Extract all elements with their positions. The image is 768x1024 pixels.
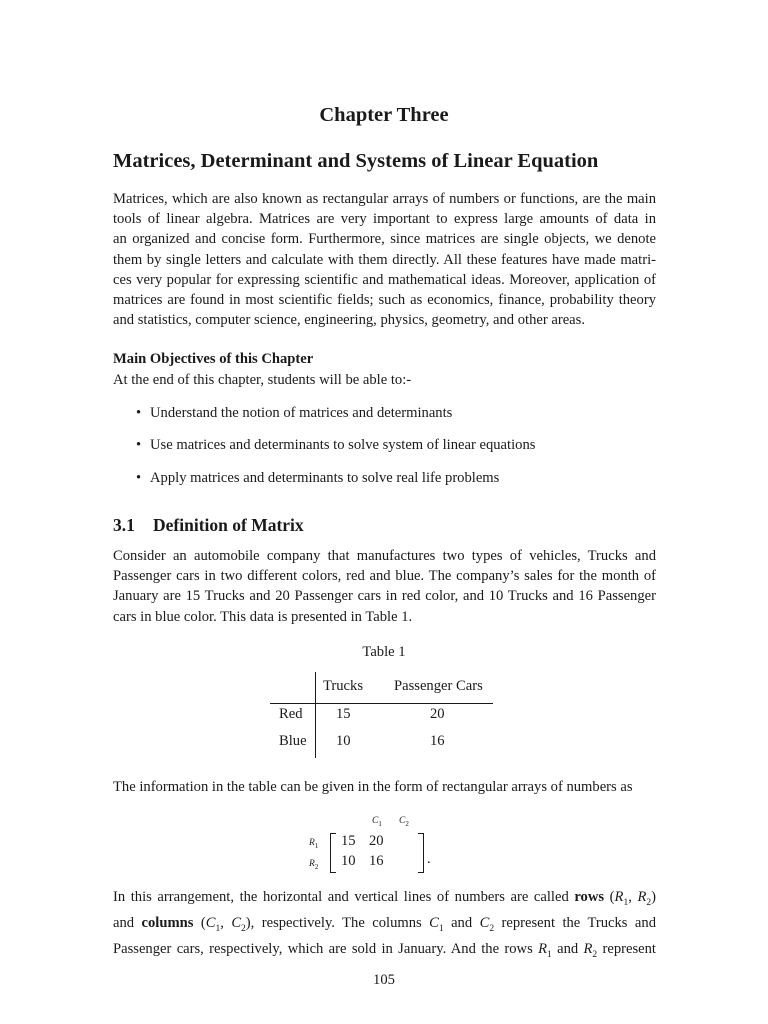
- matrix-right-bracket: [418, 833, 424, 873]
- math-var: $R_1$: [538, 941, 552, 961]
- page-number: 105: [373, 972, 395, 988]
- chapter-title: Matrices, Determinant and Systems of Linear Equation: [113, 150, 599, 172]
- math-var: $C_2$: [231, 915, 246, 935]
- text-run: (: [604, 889, 615, 905]
- intro-line: Matrices, which are also known as rectangular arrays of numbers or functions, are the main: [113, 191, 656, 207]
- table-cell: 16: [430, 733, 445, 749]
- rect-array-sentence: The information in the table can be given in the form of rectangular arrays of numbers as: [113, 779, 633, 795]
- table-cell: 20: [430, 706, 445, 722]
- sales-table: [270, 672, 493, 760]
- math-var: $R_2$: [637, 889, 652, 908]
- section-line: January are 15 Trucks and 20 Passenger cars in red color, and 10 Trucks and 16 Passenger: [113, 588, 656, 605]
- table-horizontal-rule: [270, 703, 493, 704]
- objective-text: Apply matrices and determinants to solve real life problems: [150, 470, 500, 486]
- chapter-label: Chapter Three: [319, 104, 449, 126]
- table-row-label: Blue: [279, 733, 307, 749]
- text-run: ,: [220, 915, 232, 932]
- math-var: $C_1$: [429, 915, 444, 935]
- text-run: In this arrangement, the horizontal and vertical lines of numbers are called: [113, 889, 575, 905]
- intro-line: them by single letters and calculate with them directly. All these features have made matri-: [113, 251, 656, 268]
- intro-line: matrices are found in most scientific fields; such as economics, finance, probability theory: [113, 292, 656, 309]
- objective-text: Use matrices and determinants to solve system of linear equations: [150, 437, 536, 453]
- matrix-entry: 20: [369, 833, 384, 849]
- table-col-header: Trucks: [323, 678, 364, 694]
- objectives-heading: Main Objectives of this Chapter: [113, 351, 314, 367]
- text-run: represent the Trucks and: [494, 915, 656, 932]
- intro-line: and statistics, computer science, engineering, physics, geometry, and other areas.: [113, 312, 585, 329]
- table-vertical-rule: [315, 672, 316, 758]
- objectives-intro: At the end of this chapter, students will be able to:-: [113, 372, 412, 388]
- matrix-entry: 15: [341, 833, 356, 849]
- closing-line: [113, 887, 656, 913]
- table-col-header: Passenger Cars: [394, 678, 483, 694]
- objective-text: Understand the notion of matrices and determinants: [150, 405, 453, 421]
- closing-line: [113, 939, 656, 965]
- section-number: 3.1: [113, 515, 135, 535]
- table-cell: 10: [336, 733, 351, 749]
- section-heading: [113, 515, 304, 536]
- section-line: Passenger cars in two different colors, red and blue. The company’s sales for the month of: [113, 568, 656, 585]
- text-run: (: [193, 915, 206, 932]
- matrix-col-label: $C_1$: [372, 816, 382, 828]
- matrix-entry: 10: [341, 853, 356, 869]
- objective-item: [136, 470, 499, 487]
- matrix-col-label: $C_2$: [399, 816, 409, 828]
- math-var: $R_1$: [614, 889, 629, 908]
- text-run: ), respectively. The columns: [245, 915, 430, 932]
- sales-matrix: [309, 812, 440, 874]
- table-cell: 15: [336, 706, 351, 722]
- section-title: Definition of Matrix: [153, 515, 304, 535]
- closing-paragraph: [113, 887, 656, 965]
- math-var: $C_1$: [205, 915, 221, 935]
- table-row-label: Red: [279, 706, 303, 722]
- math-var: $C_2$: [479, 915, 495, 935]
- text-run: Passenger cars, respectively, which are sold in January. And the rows: [113, 941, 539, 958]
- section-line: cars in blue color. This data is presented in Table 1.: [113, 608, 413, 625]
- matrix-period: .: [427, 851, 431, 867]
- bullet-icon: •: [136, 405, 142, 421]
- text-run: represent: [597, 941, 656, 958]
- objective-item: [136, 405, 452, 422]
- intro-paragraph: [113, 189, 656, 330]
- section-paragraph: [113, 546, 656, 627]
- table-caption: Table 1: [362, 644, 406, 660]
- objective-item: [136, 437, 535, 454]
- matrix-row-label: $R_2$: [309, 859, 319, 871]
- intro-line: an organized and concise form. Furthermore, since matrices are single objects, we denote: [113, 231, 656, 248]
- text-run: ,: [628, 889, 638, 905]
- rows-term: rows: [574, 889, 605, 905]
- text-run: and: [551, 941, 584, 958]
- closing-line: [113, 913, 656, 939]
- section-line: Consider an automobile company that manufactures two types of vehicles, Trucks and: [113, 548, 656, 564]
- text-run: ): [651, 889, 656, 905]
- bullet-icon: •: [136, 470, 142, 486]
- matrix-left-bracket: [330, 833, 336, 873]
- bullet-icon: •: [136, 437, 142, 453]
- columns-term: columns: [141, 915, 194, 932]
- matrix-row-label: $R_1$: [309, 838, 319, 850]
- intro-line: ces very popular for expressing scientific and mathematical ideas. Moreover, application of: [113, 271, 656, 288]
- text-run: and: [113, 915, 142, 932]
- intro-line: tools of linear algebra. Matrices are very important to express large amounts of data in: [113, 211, 656, 228]
- text-run: and: [443, 915, 480, 932]
- math-var: $R_2$: [583, 941, 598, 961]
- matrix-entry: 16: [369, 853, 384, 869]
